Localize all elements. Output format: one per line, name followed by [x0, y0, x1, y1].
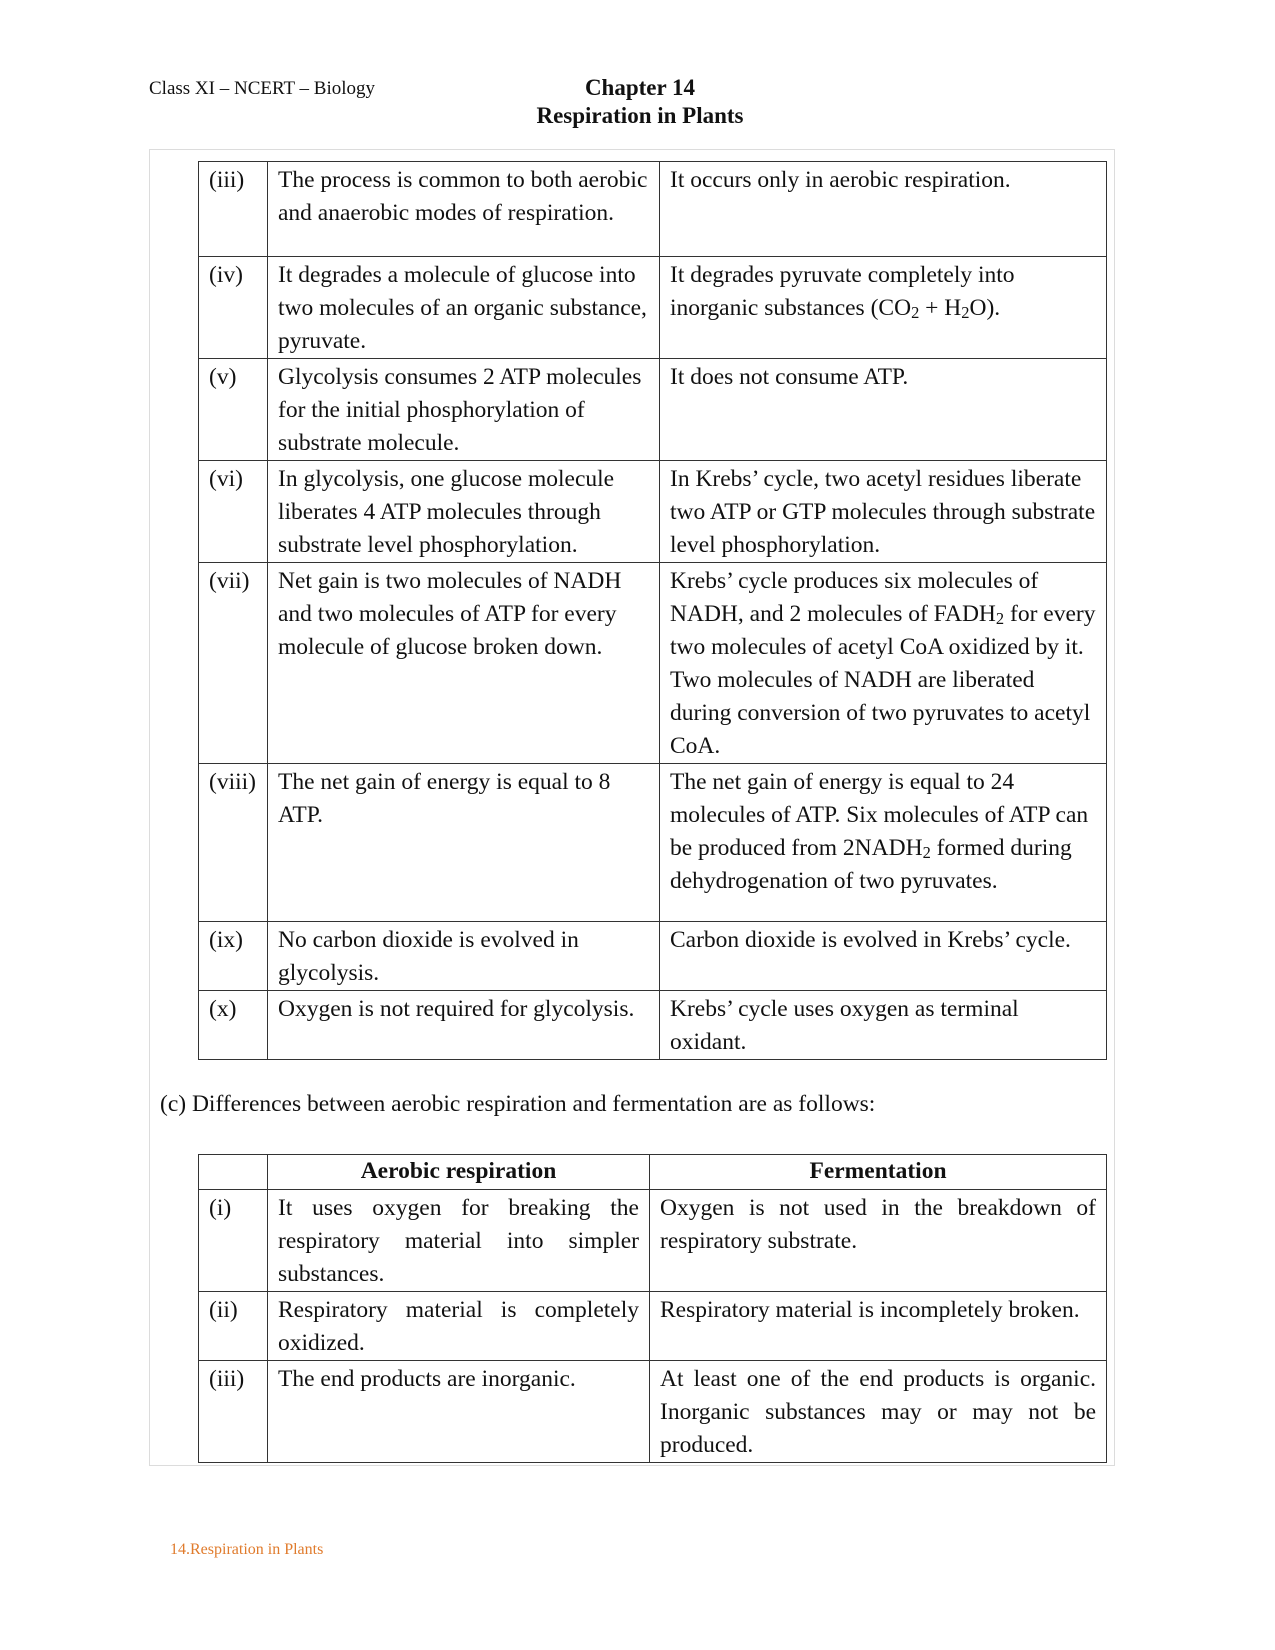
krebs-cell: In Krebs’ cycle, two acetyl residues liberate two ATP or GTP molecules through substrate level phosphorylation. [660, 461, 1107, 563]
glycolysis-cell: In glycolysis, one glucose molecule liberates 4 ATP molecules through substrate level phosphorylation. [268, 461, 660, 563]
row-number: (ii) [199, 1292, 268, 1361]
table-row [199, 1190, 1107, 1292]
chapter-title: Respiration in Plants [536, 103, 744, 128]
subscript: 2 [911, 303, 920, 322]
krebs-cell [660, 563, 1107, 764]
krebs-text: O). [969, 295, 1001, 321]
table-row [199, 257, 1107, 359]
row-number: (viii) [199, 764, 268, 922]
krebs-cell: Krebs’ cycle uses oxygen as terminal oxidant. [660, 991, 1107, 1060]
column-header-aerobic: Aerobic respiration [268, 1155, 650, 1190]
fermentation-cell: At least one of the end products is organic. Inorganic substances may or may not be produced. [650, 1361, 1107, 1463]
glycolysis-cell: The process is common to both aerobic and anaerobic modes of respiration. [268, 162, 660, 257]
aerobic-cell: The end products are inorganic. [268, 1361, 650, 1463]
krebs-text: for every two molecules of acetyl CoA oxidized by it. Two molecules of NADH are liberated during conversion of two pyruvates to acetyl CoA. [670, 601, 1096, 759]
subscript: 2 [922, 843, 931, 862]
subscript: 2 [961, 303, 970, 322]
subscript: 2 [995, 609, 1005, 628]
row-number: (ix) [199, 922, 268, 991]
table-row [199, 991, 1107, 1060]
row-number: (vi) [199, 461, 268, 563]
row-number: (i) [199, 1190, 268, 1292]
aerobic-cell: Respiratory material is completely oxidized. [268, 1292, 650, 1361]
row-number: (vii) [199, 563, 268, 764]
glycolysis-cell: It degrades a molecule of glucose into two molecules of an organic substance, pyruvate. [268, 257, 660, 359]
page-title [440, 74, 840, 130]
table-row [199, 1292, 1107, 1361]
krebs-text: It degrades pyruvate completely into inorganic substances (CO [670, 262, 1015, 321]
chapter-number: Chapter 14 [584, 75, 696, 100]
krebs-text: formed during dehydrogenation of two pyruvates. [670, 835, 1072, 894]
table-row [199, 922, 1107, 991]
table-header-row [199, 1155, 1107, 1190]
aerobic-fermentation-comparison-table [198, 1154, 1107, 1463]
glycolysis-cell: Glycolysis consumes 2 ATP molecules for the initial phosphorylation of substrate molecule. [268, 359, 660, 461]
table-row [199, 1361, 1107, 1463]
table-row [199, 359, 1107, 461]
table-row [199, 461, 1107, 563]
krebs-text: Krebs’ cycle produces six molecules of NADH, and 2 molecules of FADH [670, 568, 1039, 627]
krebs-text: The net gain of energy is equal to 24 molecules of ATP. Six molecules of ATP can be produced from 2NADH [670, 769, 1089, 861]
table-row [199, 563, 1107, 764]
krebs-cell [660, 257, 1107, 359]
fermentation-cell: Oxygen is not used in the breakdown of respiratory substrate. [650, 1190, 1107, 1292]
glycolysis-cell: Net gain is two molecules of NADH and two molecules of ATP for every molecule of glucose broken down. [268, 563, 660, 764]
glycolysis-krebs-comparison-table [198, 161, 1107, 1060]
krebs-cell: It occurs only in aerobic respiration. [660, 162, 1107, 257]
row-number: (v) [199, 359, 268, 461]
footer-chapter-label: 14.Respiration in Plants [170, 1541, 324, 1558]
glycolysis-cell: No carbon dioxide is evolved in glycolysis. [268, 922, 660, 991]
krebs-cell [660, 764, 1107, 922]
header-blank-cell [199, 1155, 268, 1190]
header-class-label: Class XI – NCERT – Biology [149, 78, 375, 99]
aerobic-cell: It uses oxygen for breaking the respiratory material into simpler substances. [268, 1190, 650, 1292]
krebs-cell: It does not consume ATP. [660, 359, 1107, 461]
row-number: (iii) [199, 162, 268, 257]
row-number: (iii) [199, 1361, 268, 1463]
fermentation-cell: Respiratory material is incompletely broken. [650, 1292, 1107, 1361]
glycolysis-cell: The net gain of energy is equal to 8 ATP. [268, 764, 660, 922]
table-row [199, 764, 1107, 922]
row-number: (iv) [199, 257, 268, 359]
table-row [199, 162, 1107, 257]
krebs-cell: Carbon dioxide is evolved in Krebs’ cycle. [660, 922, 1107, 991]
column-header-fermentation: Fermentation [650, 1155, 1107, 1190]
row-number: (x) [199, 991, 268, 1060]
glycolysis-cell: Oxygen is not required for glycolysis. [268, 991, 660, 1060]
section-c-intro: (c) Differences between aerobic respiration and fermentation are as follows: [160, 1091, 876, 1117]
krebs-text: + H [919, 295, 962, 321]
